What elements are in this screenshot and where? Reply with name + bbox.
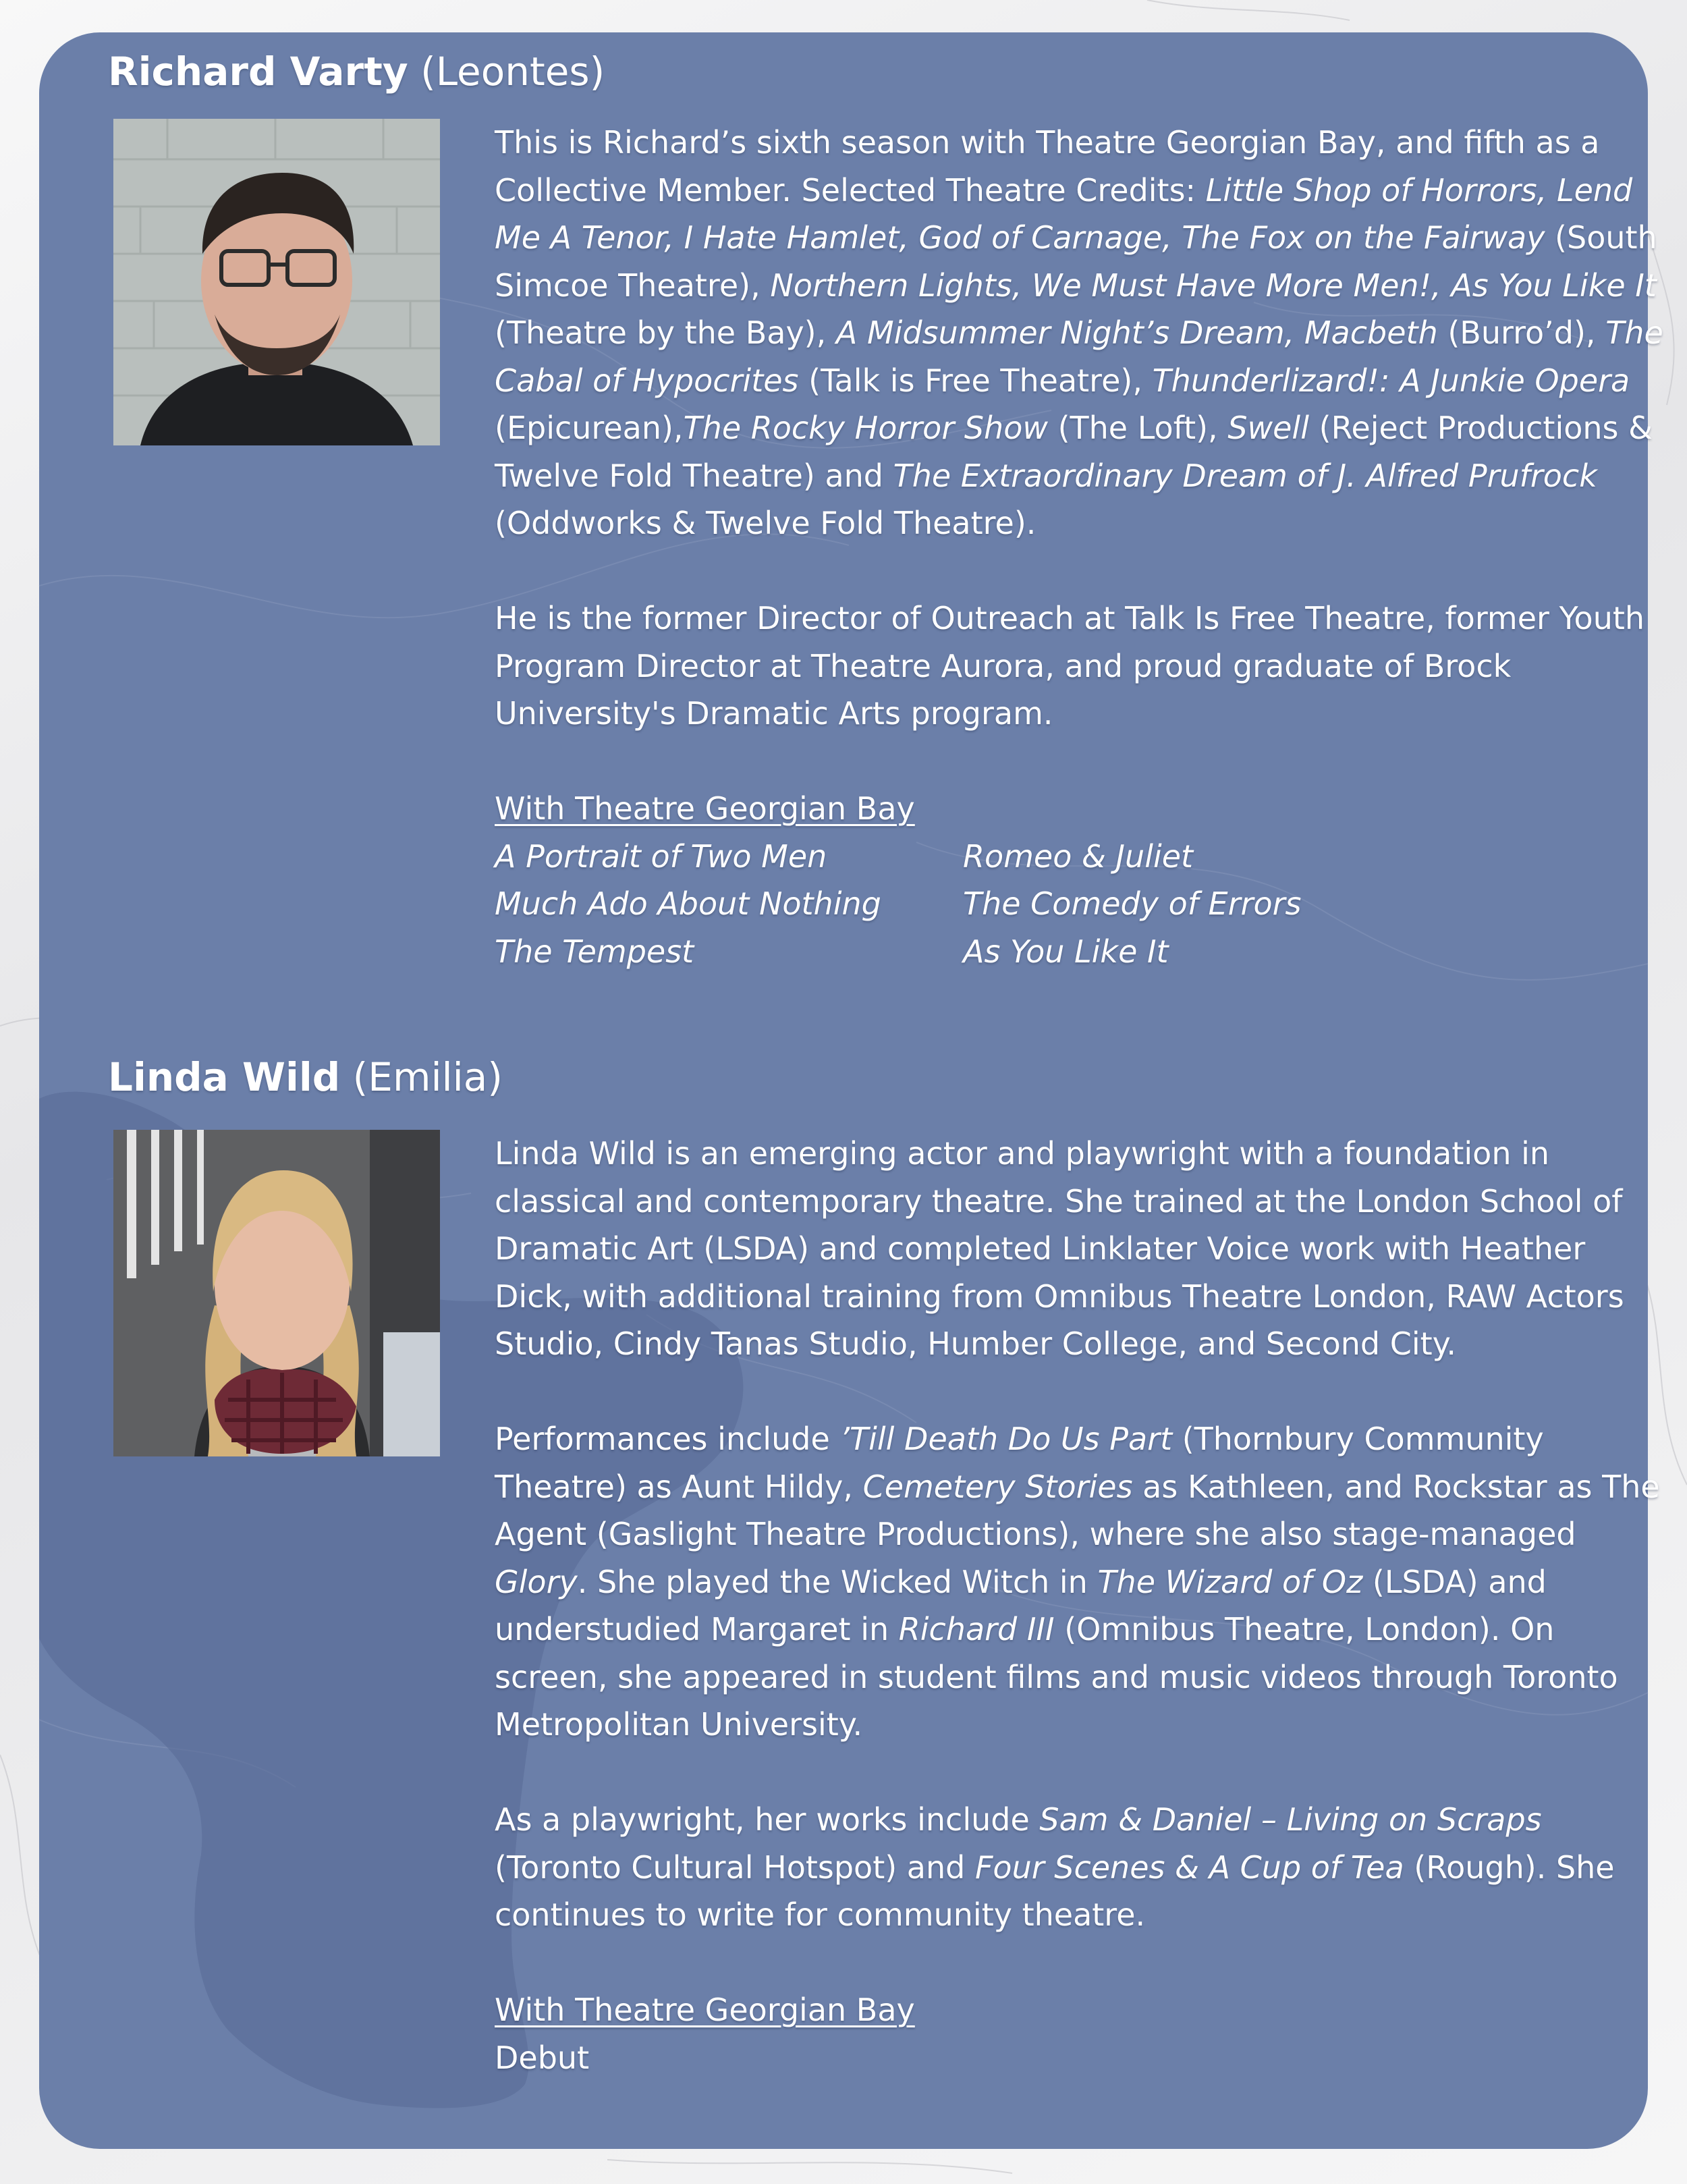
italic-title: The Cabal of Hypocrites bbox=[495, 315, 1663, 399]
text-run: . She played the Wicked Witch in bbox=[577, 1563, 1098, 1600]
actor2-name: Linda Wild bbox=[108, 1054, 341, 1100]
text-run: (Theatre by the Bay), bbox=[495, 315, 836, 351]
text-run: (South Simcoe Theatre), bbox=[495, 219, 1657, 304]
actor1-name: Richard Varty bbox=[108, 49, 408, 94]
italic-title: Thunderlizard!: A Junkie Opera bbox=[1152, 362, 1630, 399]
actor1-with-tgb-heading: With Theatre Georgian Bay bbox=[495, 790, 915, 827]
text-run: (Thornbury Community Theatre) as Aunt Hildy, bbox=[495, 1421, 1544, 1505]
text-run: As a playwright, her works include bbox=[495, 1801, 1040, 1838]
italic-title: Little Shop of Horrors, Lend Me A Tenor, I Hate Hamlet, God of Carnage, The Fox on the Fairway bbox=[495, 171, 1633, 256]
text-run: (Talk is Free Theatre), bbox=[798, 362, 1153, 399]
credit-item: Much Ado About Nothing bbox=[495, 885, 881, 922]
italic-title: The Extraordinary Dream of J. Alfred Prufrock bbox=[893, 457, 1597, 494]
text-run: (Oddworks & Twelve Fold Theatre). bbox=[495, 505, 1036, 541]
actor2-bio-paragraph-2 bbox=[495, 1415, 1669, 1749]
credit-item: Romeo & Juliet bbox=[963, 838, 1194, 875]
text-run: (The Loft), bbox=[1047, 410, 1228, 446]
actor2-photo bbox=[113, 1130, 440, 1456]
italic-title: Richard III bbox=[898, 1611, 1055, 1647]
actor1-bio bbox=[495, 119, 1669, 975]
actor2-with-tgb-heading: With Theatre Georgian Bay bbox=[495, 1992, 915, 2028]
actor2-with-tgb-value: Debut bbox=[495, 2039, 590, 2076]
text-run: as Kathleen, and Rockstar as The Agent (Gaslight Theatre Productions), where she also stage-managed bbox=[495, 1468, 1660, 1552]
actor2-role: (Emilia) bbox=[352, 1054, 503, 1100]
credit-item: The Tempest bbox=[495, 933, 694, 970]
text-run: This is Richard’s sixth season with Theatre Georgian Bay, and fifth as a Collective Member. Selected Theatre Credits: bbox=[495, 124, 1600, 209]
actor2-bio-paragraph-1: Linda Wild is an emerging actor and playwright with a foundation in classical and contemporary theatre. She trained at the London School of Dramatic Art (LSDA) and completed Linklater Voice work with Heather Dick, with additional training from Omnibus Theatre London, RAW Actors Studio, Cindy Tanas Studio, Humber College, and Second City. bbox=[495, 1135, 1624, 1362]
actor1-bio-paragraph-1 bbox=[495, 119, 1669, 547]
text-run: (Reject Productions & Twelve Fold Theatre) and bbox=[495, 410, 1653, 494]
italic-title: Four Scenes & A Cup of Tea bbox=[974, 1849, 1404, 1886]
actor1-bio-paragraph-2: He is the former Director of Outreach at Talk Is Free Theatre, former Youth Program Director at Theatre Aurora, and proud graduate of Brock University's Dramatic Arts program. bbox=[495, 600, 1645, 732]
text-run: Performances include bbox=[495, 1421, 840, 1457]
actor1-credits-col-1 bbox=[495, 833, 963, 976]
actor1-credits-col-2 bbox=[963, 833, 1301, 976]
actor1-tgb-credits bbox=[495, 833, 1669, 976]
text-run: (Omnibus Theatre, London). On screen, she appeared in student films and music videos through Toronto Metropolitan University. bbox=[495, 1611, 1618, 1743]
credit-item: As You Like It bbox=[963, 933, 1169, 970]
text-run: (Burro’d), bbox=[1437, 315, 1606, 351]
credit-item: A Portrait of Two Men bbox=[495, 838, 827, 875]
italic-title: The Wizard of Oz bbox=[1097, 1563, 1363, 1600]
actor2-name-line bbox=[108, 1050, 503, 1104]
actor1-role: (Leontes) bbox=[420, 49, 605, 94]
actor2-bio-paragraph-3 bbox=[495, 1796, 1669, 1939]
text-run: (Epicurean), bbox=[495, 410, 684, 446]
text-run: (Rough). She continues to write for community theatre. bbox=[495, 1849, 1615, 1933]
text-run: (LSDA) and understudied Margaret in bbox=[495, 1563, 1547, 1647]
italic-title: Northern Lights, We Must Have More Men!, As You Like It bbox=[770, 267, 1657, 304]
italic-title: Cemetery Stories bbox=[862, 1468, 1133, 1505]
italic-title: The Rocky Horror Show bbox=[683, 410, 1048, 446]
cast-bio-panel bbox=[39, 32, 1663, 2149]
italic-title: Glory bbox=[495, 1563, 578, 1600]
credit-item: The Comedy of Errors bbox=[963, 885, 1302, 922]
actor2-bio bbox=[495, 1130, 1669, 2081]
text-run: (Toronto Cultural Hotspot) and bbox=[495, 1849, 975, 1886]
italic-title: Swell bbox=[1227, 410, 1309, 446]
actor1-photo bbox=[113, 119, 440, 445]
italic-title: ’Till Death Do Us Part bbox=[839, 1421, 1173, 1457]
italic-title: A Midsummer Night’s Dream, Macbeth bbox=[835, 315, 1438, 351]
italic-title: Sam & Daniel – Living on Scraps bbox=[1039, 1801, 1542, 1838]
actor1-name-line bbox=[108, 45, 605, 99]
